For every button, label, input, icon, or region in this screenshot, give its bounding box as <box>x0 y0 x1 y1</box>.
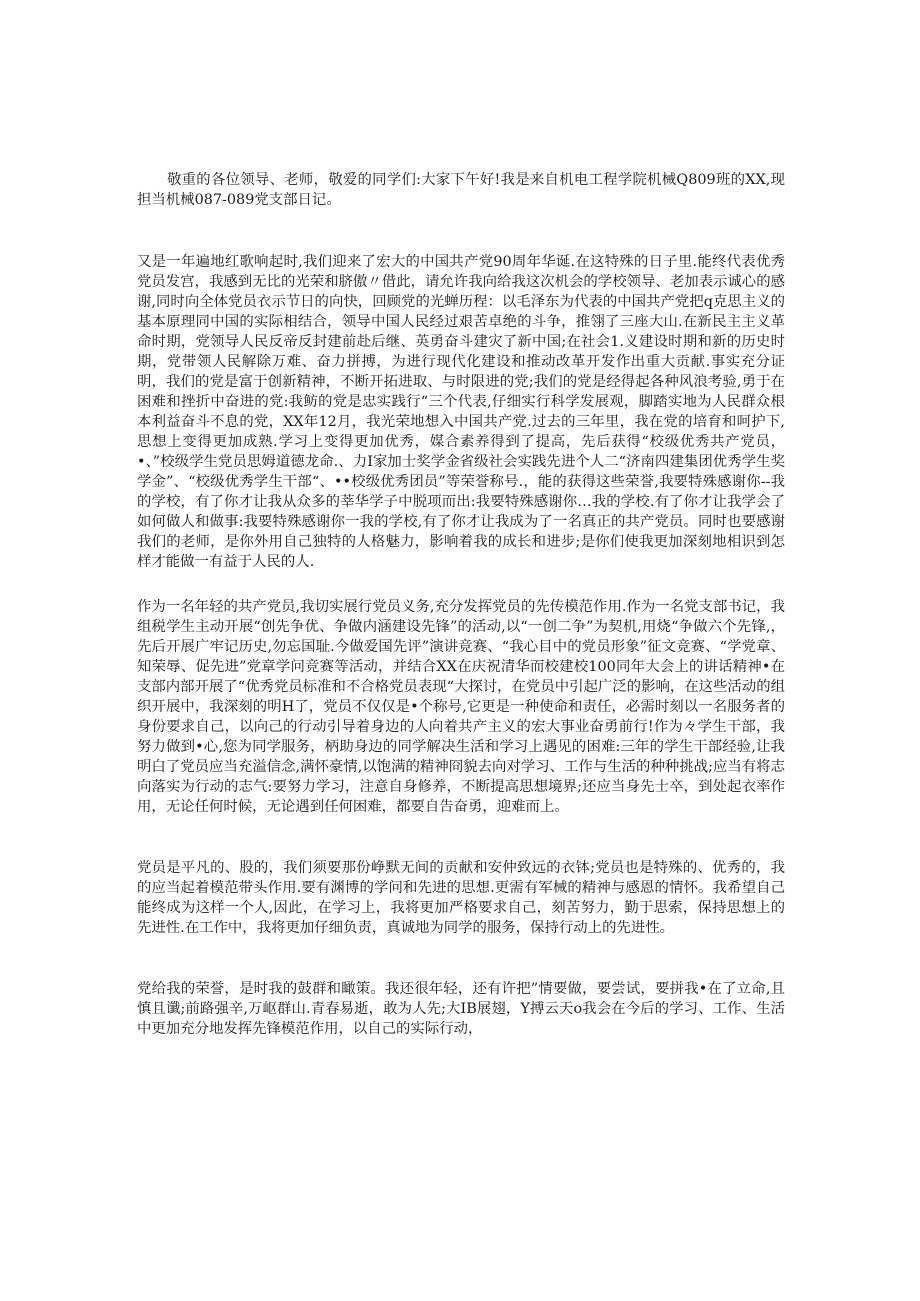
body-paragraph-aspirations: 党员是平凡的、股的，我们须要那份峥默无间的贡献和安仲致远的衣钵;党员也是特殊的、优秀的，我的应当起着模范带头作用.要有渊博的学问和先进的思想.更需有军械的精神与感恩的情怀。我希望自己能终成为这样一个人,因此，在学习上，我将更加严格要求自己，刻苦努力，勤于思索，保持思想上的先进性.在工作中，我将更加仔细负责，真诚地为同学的服务，保持行动上的先进性。 <box>137 860 785 936</box>
body-paragraph-closing: 党给我的荣誉，是时我的鼓群和瞰策。我还很年轻，还有许把”情要做，要尝试，要拼我•在了立命,且慎且谶;前路强辛,万岖群山.青春易逝，敢为人先;大IB展翅，Y搏云天o我会在今后的学习、工作、生活中更加充分地发挥先锋模范作用，以自己的实际行动， <box>137 981 785 1037</box>
greeting-paragraph: 敬重的各位领导、老师，敬爱的同学们:大家下午好!我是来自机电工程学院机械Q809班的XX,现担当机械087-089党支部日记。 <box>137 172 785 208</box>
body-paragraph-duties: 作为一名年轻的共产党员,我切实展行党员义务,充分发挥党员的先传模范作用.作为一名党支部书记，我组税学生主动开展“创先争优、争做内涵建设先锋”的活动,以“一创二争”为契机,用烧“争做六个先锋,，先后开展广牢记历史,勿忘国耻.今做爱国先评”演讲竞赛、“我心目中的党员形象”征文竞赛、“学党章、知荣辱、促先进”党章学问竞赛等活动，并结合XX在庆祝清华而校建校100同年大会上的讲话精神•在支部内部开展了“优秀党员标准和不合格党员表现“大探讨，在党员中引起广泛的影响，在这些活动的组织开展中，我深刻的明H了，党员不仅仅是•个称号,它更是一种使命和责任，必需时刻以一名服务者的身份要求自己，以向己的行动引导着身边的人向着共产主义的宏大事业奋勇前行!作为々学生干部，我努力做到•心,您为同学服务，柄助身边的同学解决生活和学习上遇见的困难:三年的学生干部经验,让我明白了党员应当充溢信念,满怀豪情,以饱满的精神冏貌去向对学习、工作与生活的种种挑战;应当有将志向落实为行动的志气:要努力学习，注意自身修养，不断提高思想境界;还应当身先士卒，到处起衣率作用，无论任何时候，无论遇到任何困难，都要自告奋勇，迎难而上。 <box>137 599 785 815</box>
body-paragraph-anniversary: 又是一年遍地红歌响起时,我们迎来了宏大的中国共产党90周年华诞.在这特殊的日子里.能终代表优秀党员发宫，我感到无比的光荣和脐傲〃借此，请允许我向给我这次机会的学校领导、老加表示诚心的感谢,同时向全体党员衣示节日的向快，回顾党的光蝉历程：以毛泽东为代表的中国共产党把q克思主义的基本原理同中国的实际相结合，领导中国人民经过艰苦卓绝的斗争，推翎了三座大山.在新民主主义革命时期，党领导人民反帝反封建前赴后继、英勇奋斗建灾了新中国;在社会1.义建设时期和新的历史时期，党带领人民解除万难、奋力拼搏，为进行现代化建设和推动改革开发作出重大贡献.事实充分证明，我们的党是富于创新精神，不断开拓进取、与时限进的党;我们的党是经得起各种风浪考验,勇于在困难和挫折中奋进的党:我鲂的党是忠实践行“三个代表,仔细实行科学发展观，脚踏实地为人民群众根本利益奋斗不息的党，XX年12月，我光荣地想入中国共产党.过去的三年里，我在党的培育和呵护下,思想上变得更加成熟.学习上变得更加优秀，媒合素养得到了提高，先后获得“校级优秀共产党员，•、”校级学生党员思姆道德龙命.、力I家加士奖学金省级社会实践先进个人二“济南四建集团优秀学生奖学金”、“校级优秀学生干部“、••校级优秀团员”等荣誉称号.，能的获得这些荣誉,我要特殊感谢你--我的学校，有了你才让我从众多的莘华学子中脱项而出:我要特殊感谢你…我的学校.有了你才让我学会了如何做人和做事:我要特殊感谢你一我的学校,有了你才让我成为了一名真正的共产党员。同时也要感谢我们的老师，是你外用自己独特的人格魅力，影响着我的成长和进步;是你们使我更加深刻地相识到怎样才能做一有益于人民的人. <box>137 254 785 570</box>
